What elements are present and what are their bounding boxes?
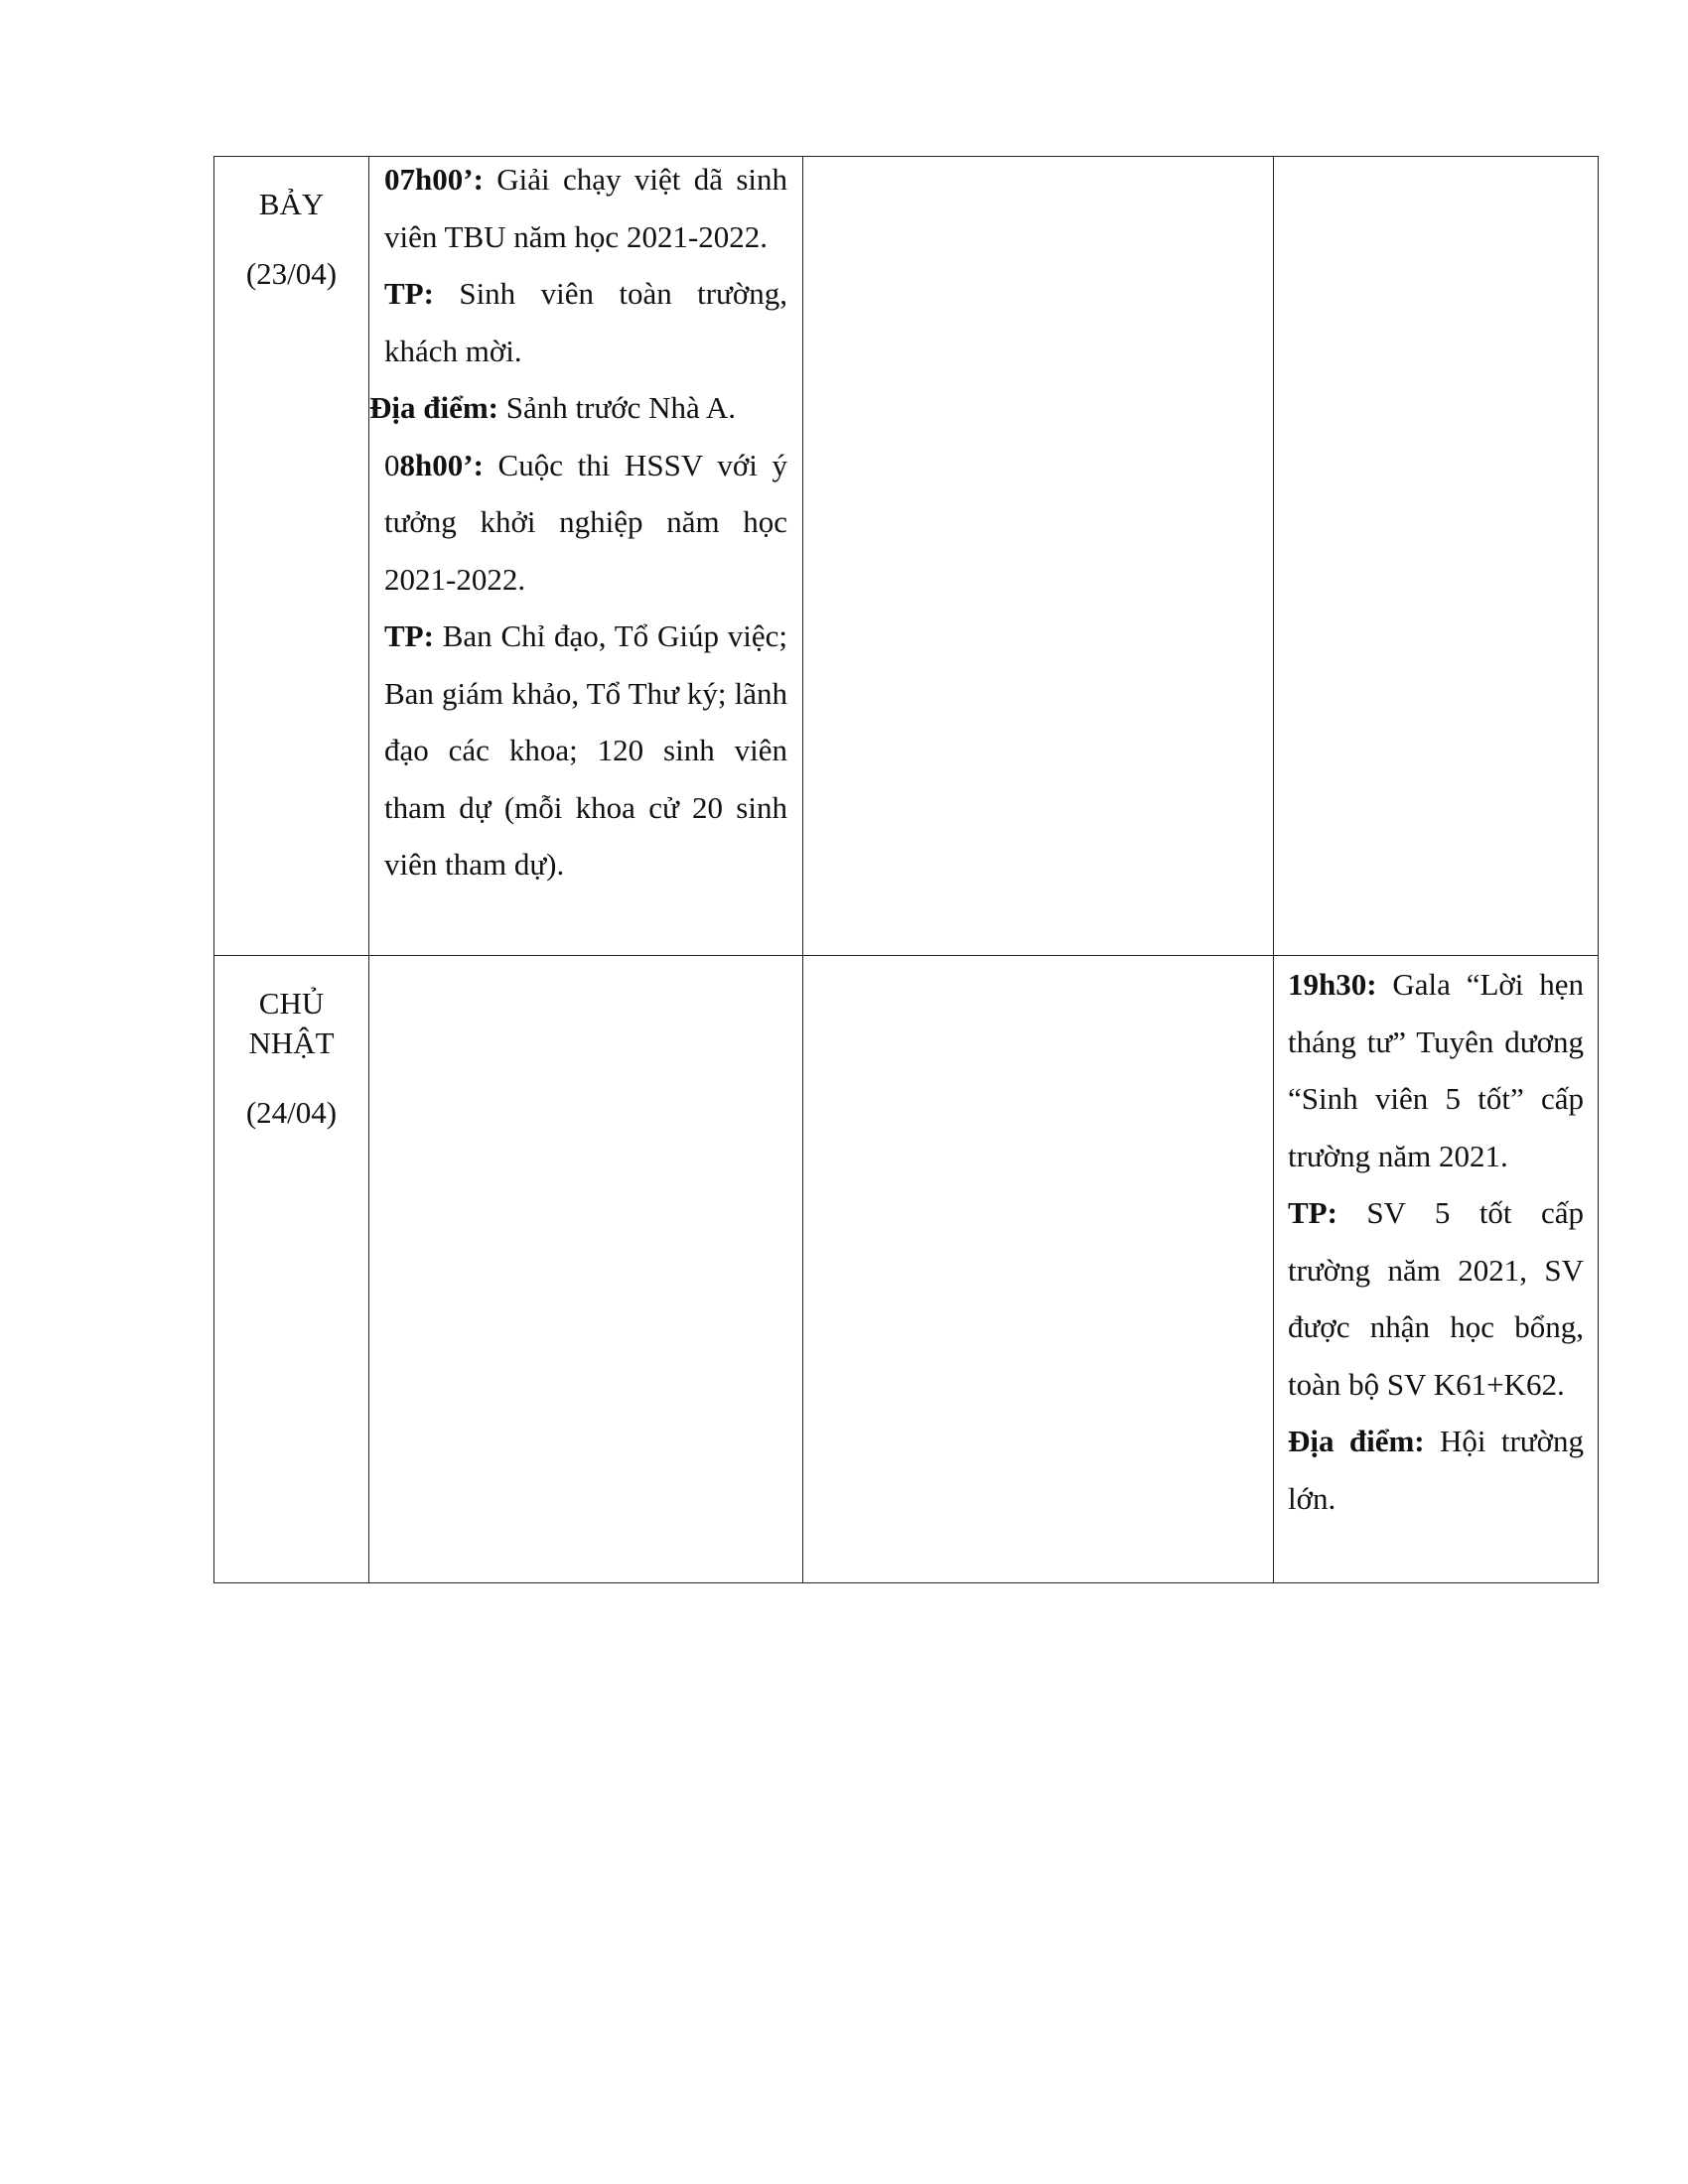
morning-cell-empty [369, 956, 803, 1583]
activity-paragraph: TP: SV 5 tốt cấp trường năm 2021, SV được nhận học bổng, toàn bộ SV K61+K62. [1288, 1195, 1584, 1402]
evening-activities-cell [1274, 956, 1599, 1583]
afternoon-cell-empty [803, 157, 1274, 956]
evening-cell-empty [1274, 157, 1599, 956]
activity-paragraph: Địa điểm: Hội trường lớn. [1288, 1424, 1584, 1516]
day-date: (24/04) [245, 1095, 338, 1130]
activity-paragraph: Địa điểm: Sảnh trước Nhà A. [369, 390, 736, 425]
activity-paragraph: 07h00’: Giải chạy việt dã sinh viên TBU năm học 2021-2022. [384, 162, 787, 254]
day-name: CHỦ [258, 986, 325, 1021]
morning-activities-cell [369, 157, 803, 956]
day-cell-saturday [214, 157, 369, 956]
activity-paragraph: TP: Sinh viên toàn trường, khách mời. [384, 276, 787, 368]
activity-paragraph: 19h30: Gala “Lời hẹn tháng tư” Tuyên dương “Sinh viên 5 tốt” cấp trường năm 2021. [1288, 967, 1584, 1173]
table-row-saturday [214, 157, 1599, 956]
schedule-table [213, 156, 1599, 1583]
activity-paragraph: 08h00’: Cuộc thi HSSV với ý tưởng khởi nghiệp năm học 2021-2022. [384, 447, 787, 597]
day-name: BẢY [258, 187, 325, 221]
afternoon-cell-empty [803, 956, 1274, 1583]
day-cell-sunday [214, 956, 369, 1583]
day-date: (23/04) [245, 256, 338, 291]
activity-paragraph: TP: Ban Chỉ đạo, Tổ Giúp việc; Ban giám khảo, Tổ Thư ký; lãnh đạo các khoa; 120 sinh viên tham dự (mỗi khoa cử 20 sinh viên tham dự). [384, 618, 787, 882]
table-row-sunday [214, 956, 1599, 1583]
day-name: NHẬT [248, 1025, 335, 1060]
